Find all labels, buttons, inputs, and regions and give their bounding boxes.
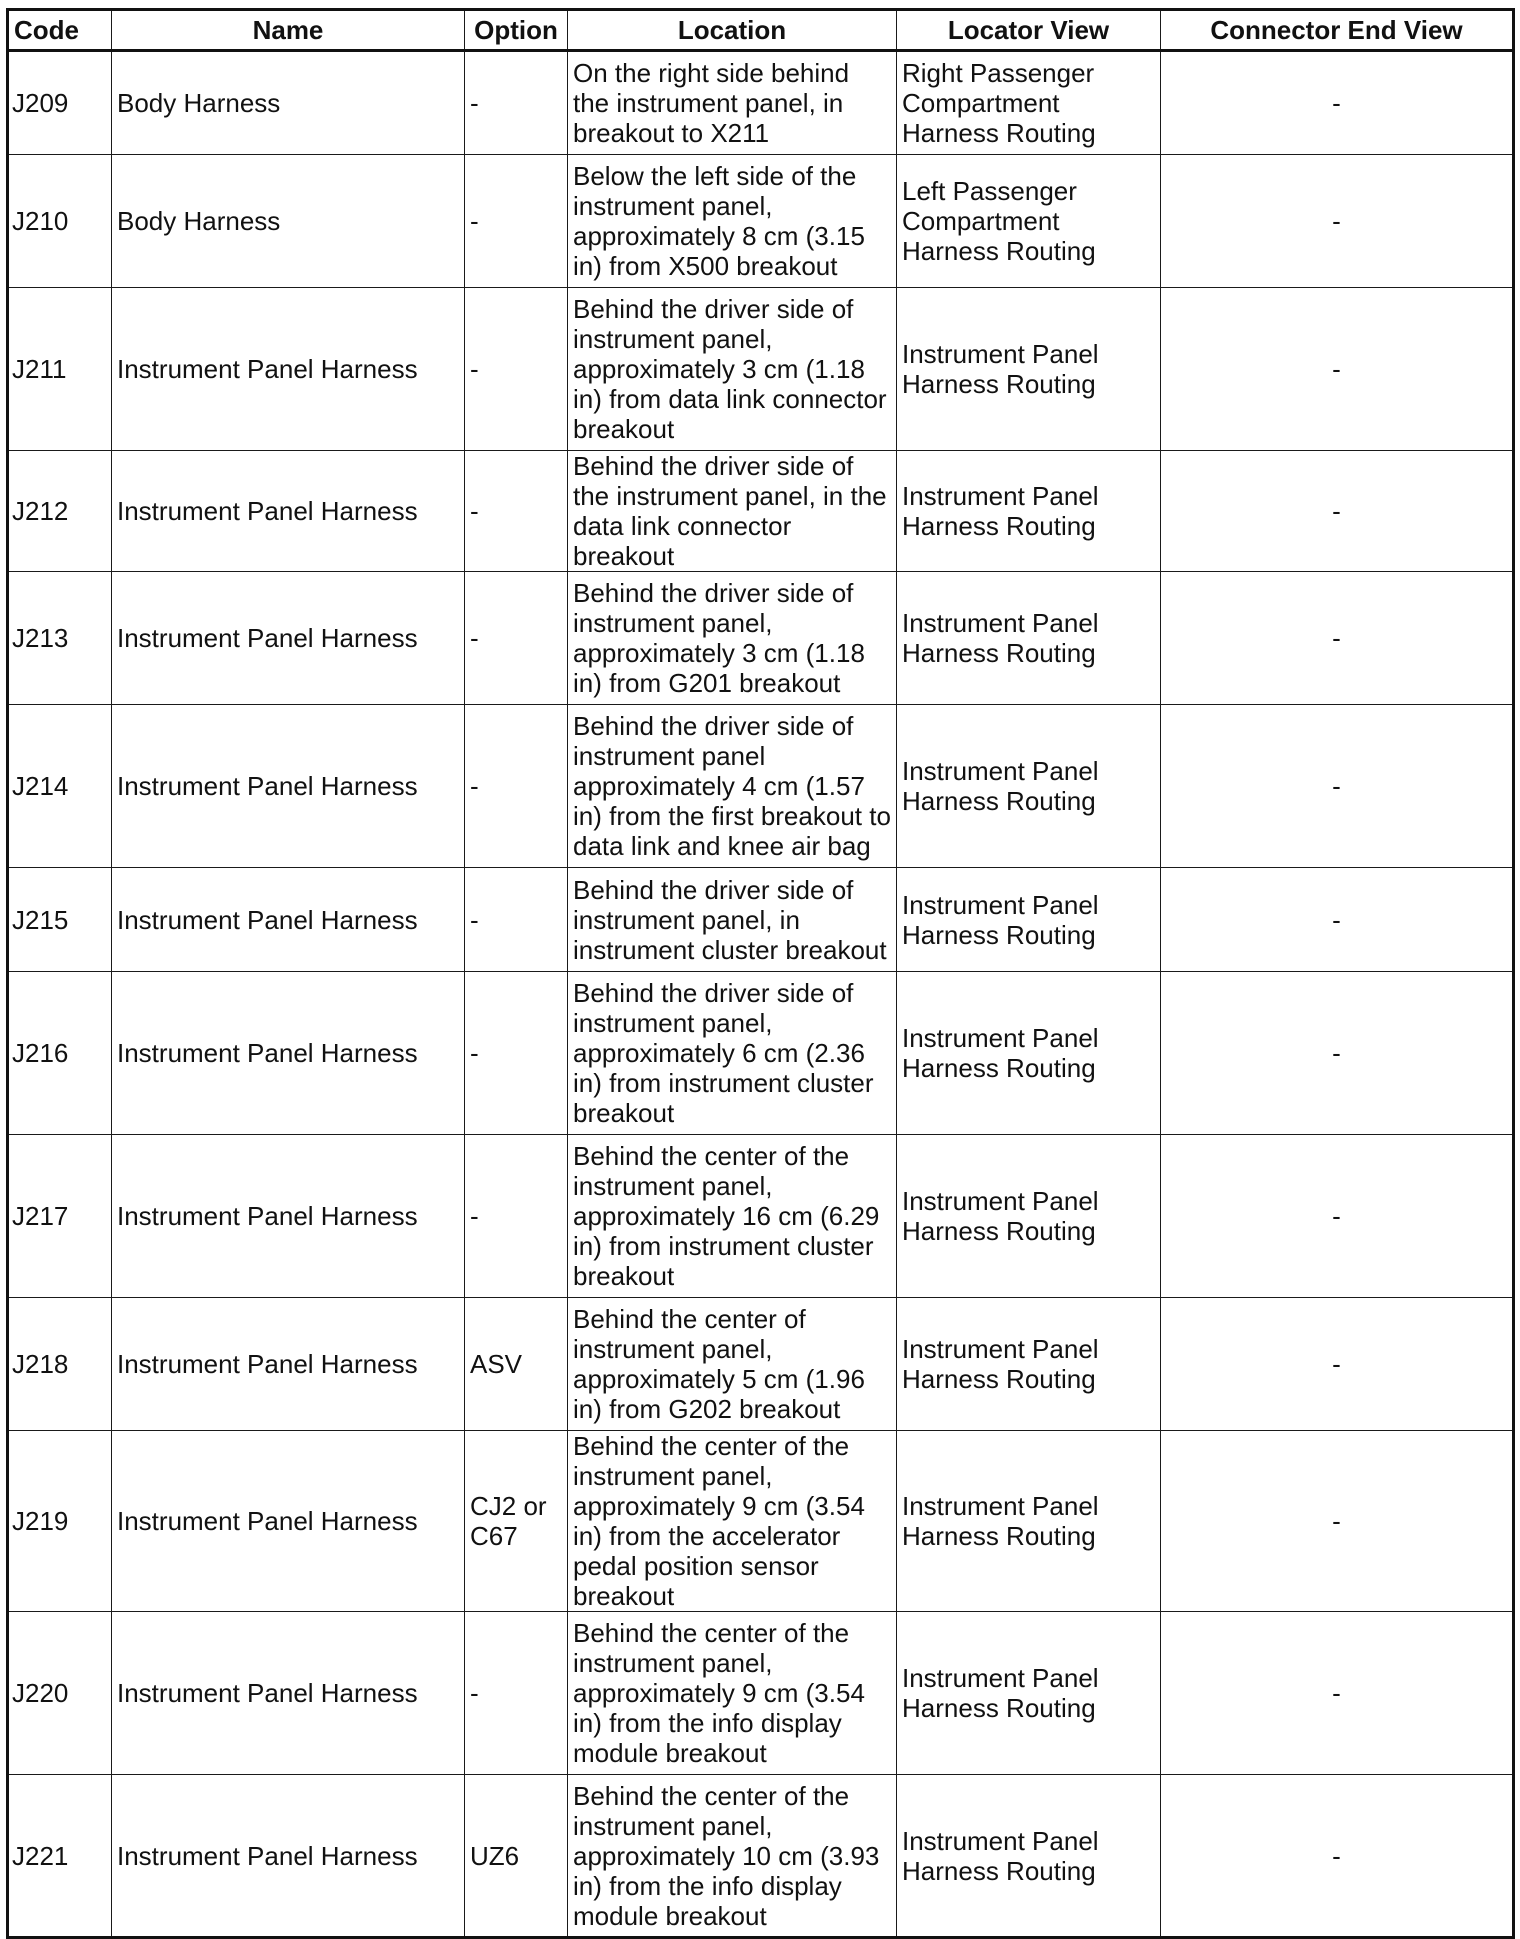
cell-location: On the right side behind the instrument panel, in breakout to X211 — [568, 51, 897, 155]
cell-option: - — [465, 972, 568, 1135]
cell-location: Behind the driver side of instrument panel, approximately 3 cm (1.18 in) from data link connector breakout — [568, 288, 897, 451]
cell-name: Instrument Panel Harness — [112, 705, 465, 868]
cell-option: - — [465, 288, 568, 451]
cell-location: Behind the center of the instrument panel, approximately 9 cm (3.54 in) from the accelerator pedal position sensor breakout — [568, 1431, 897, 1612]
table-row — [8, 155, 1514, 288]
column-header-connector-end-view: Connector End View — [1161, 10, 1514, 51]
cell-option: - — [465, 1135, 568, 1298]
cell-code: J221 — [8, 1775, 112, 1938]
cell-option: - — [465, 155, 568, 288]
cell-location: Behind the driver side of instrument panel, approximately 6 cm (2.36 in) from instrument cluster breakout — [568, 972, 897, 1135]
cell-code: J212 — [8, 451, 112, 572]
cell-option: - — [465, 51, 568, 155]
cell-name: Instrument Panel Harness — [112, 1612, 465, 1775]
cell-name: Body Harness — [112, 51, 465, 155]
table-row — [8, 868, 1514, 972]
cell-connector-end-view: - — [1161, 51, 1514, 155]
cell-connector-end-view: - — [1161, 1612, 1514, 1775]
cell-code: J213 — [8, 572, 112, 705]
column-header-option: Option — [465, 10, 568, 51]
column-header-code: Code — [8, 10, 112, 51]
table-row — [8, 572, 1514, 705]
cell-name: Instrument Panel Harness — [112, 972, 465, 1135]
cell-locator-view: Instrument Panel Harness Routing — [897, 451, 1161, 572]
cell-connector-end-view: - — [1161, 868, 1514, 972]
table-row — [8, 1298, 1514, 1431]
cell-name: Instrument Panel Harness — [112, 288, 465, 451]
cell-locator-view: Instrument Panel Harness Routing — [897, 1775, 1161, 1938]
cell-code: J215 — [8, 868, 112, 972]
table-row — [8, 1135, 1514, 1298]
cell-connector-end-view: - — [1161, 705, 1514, 868]
cell-option: ASV — [465, 1298, 568, 1431]
cell-location: Below the left side of the instrument panel, approximately 8 cm (3.15 in) from X500 breakout — [568, 155, 897, 288]
cell-code: J211 — [8, 288, 112, 451]
cell-code: J210 — [8, 155, 112, 288]
column-header-location: Location — [568, 10, 897, 51]
table-row — [8, 288, 1514, 451]
table-row — [8, 1431, 1514, 1612]
cell-name: Instrument Panel Harness — [112, 451, 465, 572]
cell-locator-view: Instrument Panel Harness Routing — [897, 868, 1161, 972]
cell-option: - — [465, 705, 568, 868]
cell-code: J219 — [8, 1431, 112, 1612]
cell-locator-view: Instrument Panel Harness Routing — [897, 972, 1161, 1135]
column-header-name: Name — [112, 10, 465, 51]
cell-connector-end-view: - — [1161, 288, 1514, 451]
cell-location: Behind the center of the instrument panel, approximately 10 cm (3.93 in) from the info display module breakout — [568, 1775, 897, 1938]
cell-connector-end-view: - — [1161, 1775, 1514, 1938]
cell-connector-end-view: - — [1161, 572, 1514, 705]
cell-locator-view: Instrument Panel Harness Routing — [897, 572, 1161, 705]
cell-locator-view: Instrument Panel Harness Routing — [897, 1431, 1161, 1612]
table-row — [8, 1775, 1514, 1938]
cell-location: Behind the center of instrument panel, approximately 5 cm (1.96 in) from G202 breakout — [568, 1298, 897, 1431]
cell-option: - — [465, 451, 568, 572]
header-row — [8, 10, 1514, 51]
cell-name: Body Harness — [112, 155, 465, 288]
cell-location: Behind the driver side of instrument panel approximately 4 cm (1.57 in) from the first breakout to data link and knee air bag — [568, 705, 897, 868]
table-row — [8, 1612, 1514, 1775]
column-header-locator-view: Locator View — [897, 10, 1161, 51]
cell-option: - — [465, 572, 568, 705]
cell-code: J218 — [8, 1298, 112, 1431]
cell-locator-view: Right Passenger Compartment Harness Routing — [897, 51, 1161, 155]
cell-location: Behind the driver side of instrument panel, approximately 3 cm (1.18 in) from G201 breakout — [568, 572, 897, 705]
cell-name: Instrument Panel Harness — [112, 572, 465, 705]
cell-name: Instrument Panel Harness — [112, 1431, 465, 1612]
table-row — [8, 972, 1514, 1135]
cell-code: J220 — [8, 1612, 112, 1775]
cell-location: Behind the center of the instrument panel, approximately 9 cm (3.54 in) from the info display module breakout — [568, 1612, 897, 1775]
cell-locator-view: Left Passenger Compartment Harness Routing — [897, 155, 1161, 288]
cell-connector-end-view: - — [1161, 972, 1514, 1135]
cell-code: J217 — [8, 1135, 112, 1298]
cell-location: Behind the driver side of instrument panel, in instrument cluster breakout — [568, 868, 897, 972]
cell-location: Behind the center of the instrument panel, approximately 16 cm (6.29 in) from instrument cluster breakout — [568, 1135, 897, 1298]
cell-option: UZ6 — [465, 1775, 568, 1938]
cell-code: J214 — [8, 705, 112, 868]
cell-option: CJ2 or C67 — [465, 1431, 568, 1612]
table-row — [8, 51, 1514, 155]
cell-locator-view: Instrument Panel Harness Routing — [897, 288, 1161, 451]
cell-locator-view: Instrument Panel Harness Routing — [897, 1135, 1161, 1298]
cell-name: Instrument Panel Harness — [112, 1135, 465, 1298]
cell-name: Instrument Panel Harness — [112, 1298, 465, 1431]
cell-option: - — [465, 868, 568, 972]
cell-option: - — [465, 1612, 568, 1775]
cell-connector-end-view: - — [1161, 1298, 1514, 1431]
cell-location: Behind the driver side of the instrument panel, in the data link connector breakout — [568, 451, 897, 572]
table-row — [8, 705, 1514, 868]
cell-locator-view: Instrument Panel Harness Routing — [897, 1298, 1161, 1431]
cell-locator-view: Instrument Panel Harness Routing — [897, 1612, 1161, 1775]
table-row — [8, 451, 1514, 572]
cell-connector-end-view: - — [1161, 1431, 1514, 1612]
cell-connector-end-view: - — [1161, 155, 1514, 288]
cell-code: J216 — [8, 972, 112, 1135]
cell-code: J209 — [8, 51, 112, 155]
table-body — [8, 51, 1514, 1938]
connector-table — [6, 8, 1515, 1939]
cell-connector-end-view: - — [1161, 451, 1514, 572]
cell-name: Instrument Panel Harness — [112, 1775, 465, 1938]
cell-connector-end-view: - — [1161, 1135, 1514, 1298]
cell-name: Instrument Panel Harness — [112, 868, 465, 972]
cell-locator-view: Instrument Panel Harness Routing — [897, 705, 1161, 868]
